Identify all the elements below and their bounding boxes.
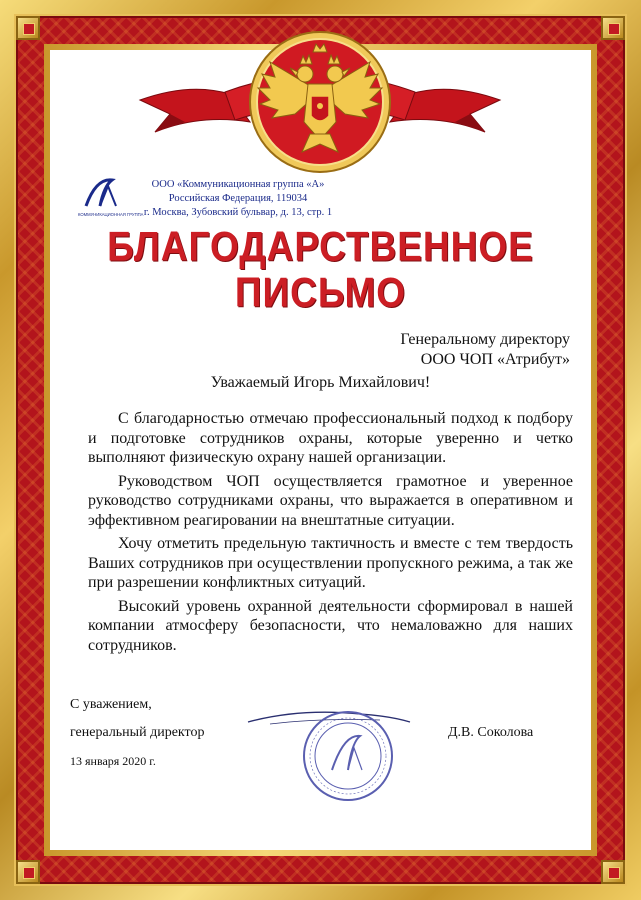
corner-ornament: [16, 16, 40, 40]
company-stamp: [240, 700, 420, 800]
signature-position: генеральный директор: [70, 725, 205, 740]
corner-ornament: [601, 860, 625, 884]
svg-text:КОММУНИКАЦИОННАЯ ГРУППА: КОММУНИКАЦИОННАЯ ГРУППА: [78, 212, 144, 217]
signature-regards: С уважением,: [70, 697, 152, 712]
company-address: г. Москва, Зубовский бульвар, д. 13, стр. 1: [143, 207, 333, 218]
company-details: [128, 178, 348, 220]
greeting: Уважаемый Игорь Михайлович!: [210, 374, 431, 391]
addressee-position: Генеральному директору: [400, 331, 570, 348]
letter-body: [88, 409, 573, 659]
signature-name: Д.В. Соколова: [448, 725, 534, 740]
body-paragraph: Хочу отметить предельную тактичность и вместе с тем твердость Ваших сотрудников при осуществлении пропускного режима, а так же при разрешении конфликтных ситуаций.: [88, 535, 573, 591]
body-paragraph: Высокий уровень охранной деятельности сформировал в нашей компании атмосферу безопасности, что немаловажно для наших сотрудников.: [88, 597, 573, 654]
body-paragraph: С благодарностью отмечаю профессиональный подход к подбору и подготовке сотрудников охраны, которые уверенно и четко выполняют физическую охрану нашей организации.: [88, 410, 573, 466]
corner-ornament: [16, 860, 40, 884]
coat-of-arms-emblem: [130, 22, 510, 182]
letter-title-line1: БЛАГОДАРСТВЕННОЕ: [107, 223, 534, 270]
addressee-block: [400, 330, 570, 370]
corner-ornament: [601, 16, 625, 40]
addressee-organization: ООО ЧОП «Атрибут»: [420, 351, 570, 368]
letter-date: 13 января 2020 г.: [70, 754, 156, 768]
body-paragraph: Руководством ЧОП осуществляется грамотное и уверенное руководство сотрудниками охраны, что выражается в оперативном и эффективном реагировании на внештатные ситуации.: [88, 472, 573, 529]
company-name: ООО «Коммуникационная группа «А»: [151, 179, 325, 190]
letter-title-line2: ПИСЬМО: [234, 269, 407, 316]
company-country-zip: Российская Федерация, 119034: [168, 193, 308, 204]
